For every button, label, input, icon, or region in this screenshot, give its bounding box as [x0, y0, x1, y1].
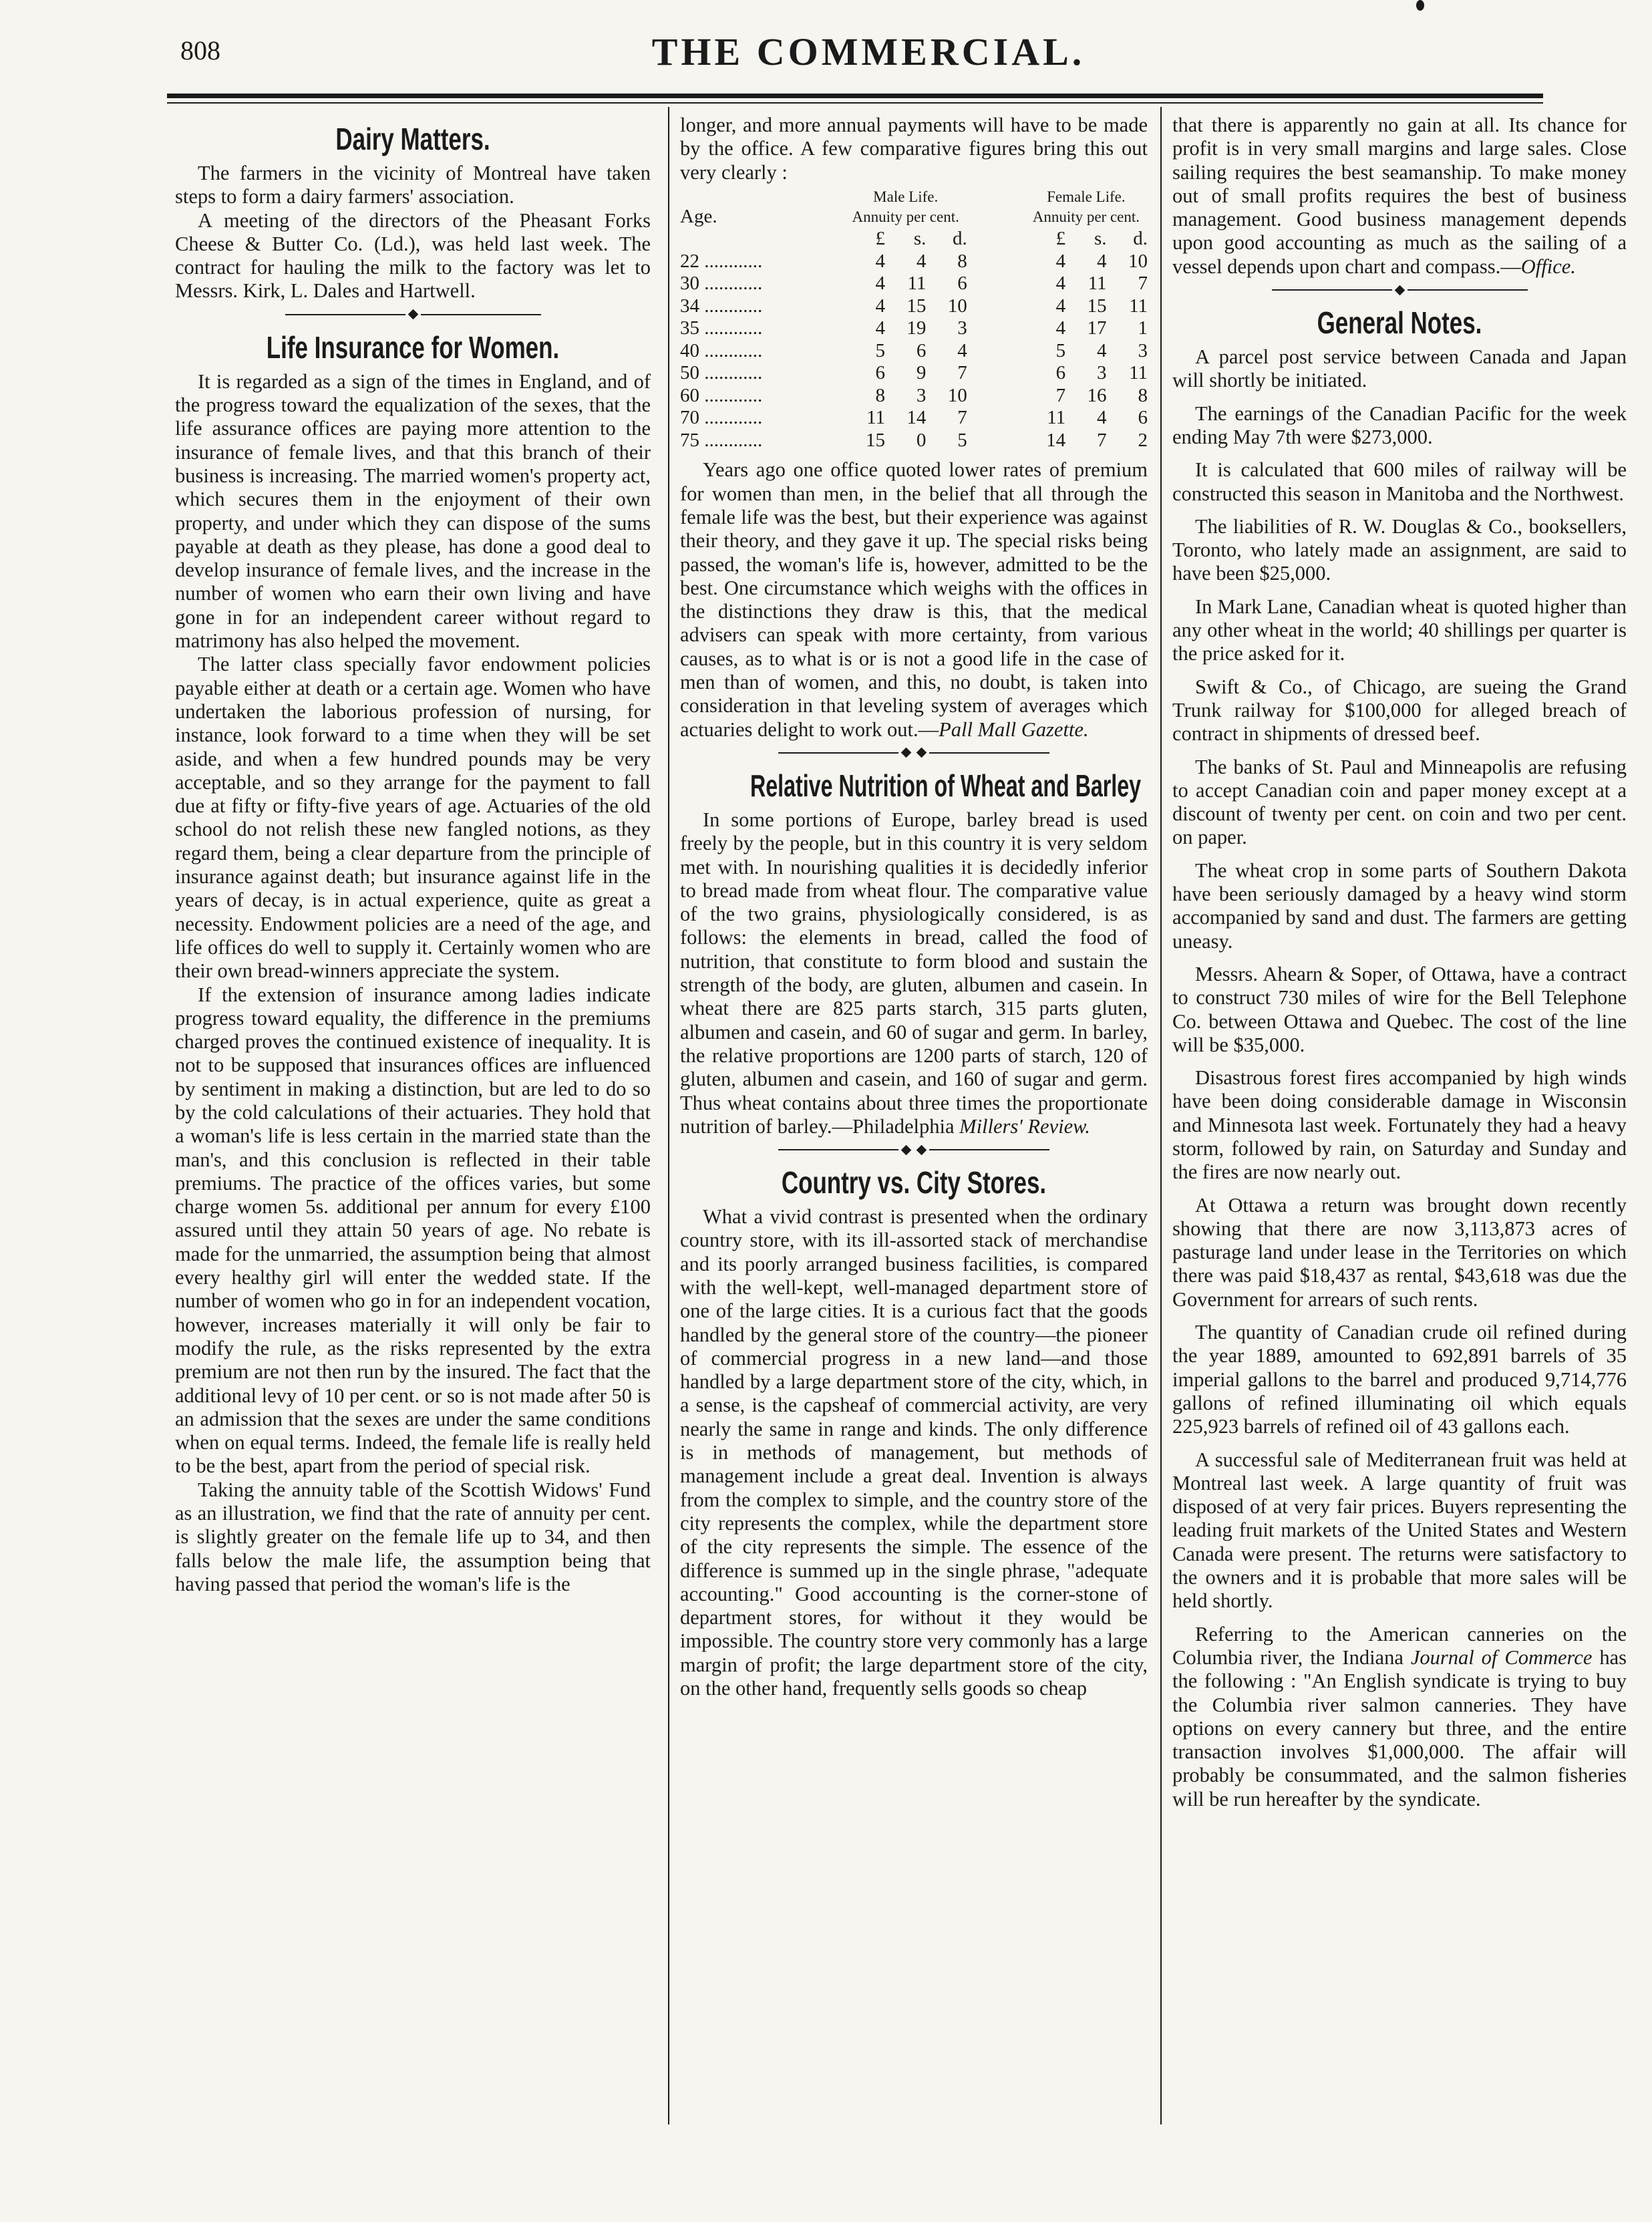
male-shillings: 19: [906, 317, 927, 339]
general-notes-title: General Notes.: [1317, 305, 1482, 341]
life-continued-paragraph: longer, and more annual payments will have to be made by the office. A few comparative figures bring this out very clearly :: [680, 114, 1148, 184]
male-shillings: 4: [916, 250, 927, 272]
female-shillings: 17: [1087, 317, 1107, 339]
male-annuity-subheader: Annuity per cent.: [852, 208, 959, 225]
section-divider: [175, 307, 651, 322]
page-number: 808: [180, 35, 220, 65]
age-cell: 60 ............: [680, 384, 763, 406]
male-shillings: 3: [916, 384, 927, 406]
female-shillings: 7: [1097, 429, 1107, 451]
column-3: [1172, 114, 1627, 2124]
stores-continued-paragraph: [1172, 114, 1627, 279]
female-shillings: 16: [1087, 384, 1107, 406]
female-pounds: 6: [1055, 362, 1066, 384]
male-shillings: 14: [906, 407, 927, 429]
male-pounds: 15: [866, 429, 885, 451]
age-cell: 50 ............: [680, 362, 763, 384]
unit-pound: £: [1055, 228, 1066, 250]
general-note-item: The quantity of Canadian crude oil refined during the year 1889, amounted to 692,891 barrels of 35 imperial gallons to the barrel and produced 9,714,776 gallons of refined illuminating oil which equals 225,923 barrels of refined oil of 43 gallons each.: [1172, 1321, 1627, 1438]
general-note-item: A successful sale of Mediterranean fruit was held at Montreal last week. A large quantity of fruit was disposed of at very fair prices. Buyers representing the leading fruit markets of the United States and Western Canada were present. The returns were satisfactory to the owners and it is probable that more sales will be held shortly.: [1172, 1448, 1627, 1613]
annuity-row: [680, 407, 1148, 430]
female-pence: 3: [1138, 339, 1148, 361]
age-cell: 40 ............: [680, 339, 763, 361]
nutrition-text: In some portions of Europe, barley bread is used freely by the people, but in this country it is very seldom met with. In nourishing qualities it is decidedly inferior to bread made from wheat flour. The comparative value of the two grains, physiologically considered, is as follows: the elements in bread, called the food of nutrition, that constitute to form blood and sustain the strength of the body, are gluten, albumen and casein. In wheat there are 825 parts starch, 315 parts gluten, albumen and casein, and 60 of sugar and germ. In barley, the relative proportions are 1200 parts of starch, 120 of gluten, albumen and casein, and 160 of sugar and germ. Thus wheat contains about three times the proportionate nutrition of barley.—Philadelphia: [680, 808, 1148, 1138]
millers-review-citation: Millers' Review.: [959, 1114, 1090, 1138]
annuity-row: [680, 295, 1148, 318]
general-note-item: Messrs. Ahearn & Soper, of Ottawa, have a contract to construct 730 miles of wire for the Bell Telephone Co. between Ottawa and Quebec. The cost of the line will be $35,000.: [1172, 962, 1627, 1056]
column-1: [175, 114, 651, 2124]
general-note-item: The earnings of the Canadian Pacific for the week ending May 7th were $273,000.: [1172, 402, 1627, 448]
age-cell: 35 ............: [680, 317, 763, 339]
male-pence: 10: [947, 384, 967, 406]
female-pounds: 5: [1055, 339, 1066, 361]
male-pence: 4: [957, 339, 967, 361]
column-rule-1: [668, 107, 669, 2124]
female-pounds: 4: [1055, 317, 1066, 339]
female-annuity-subheader: Annuity per cent.: [1032, 208, 1140, 225]
female-pence: 1: [1138, 317, 1148, 339]
general-note-item: In Mark Lane, Canadian wheat is quoted higher than any other wheat in the world; 40 shillings per quarter is the price asked for it.: [1172, 595, 1627, 665]
age-cell: 70 ............: [680, 407, 763, 429]
nutrition-title: Relative Nutrition of Wheat and Barley: [750, 768, 1142, 803]
male-shillings: 9: [916, 362, 927, 384]
header-rule-thick: [167, 94, 1543, 98]
stores-continued-text: that there is apparently no gain at all. Its chance for profit is in very small margins and large sales. Close sailing requires the best seamanship. To make money out of small profits requires the best of business management. Good business management depends upon good accounting as much as the sailing of a vessel depends upon chart and compass.—: [1172, 114, 1627, 278]
male-shillings: 11: [907, 273, 927, 295]
general-note-item: Disastrous forest fires accompanied by high winds have been doing considerable damage in Wisconsin and Minnesota last week. Fortunately they had a heavy storm, followed by rain, on Saturday and Sunday and the fires are now nearly out.: [1172, 1066, 1627, 1184]
section-divider: [680, 746, 1148, 760]
page-header: [180, 27, 1556, 94]
female-shillings: 3: [1097, 362, 1107, 384]
section-divider: [1172, 283, 1627, 297]
general-note-item: It is calculated that 600 miles of railway will be constructed this season in Manitoba and the Northwest.: [1172, 458, 1627, 505]
male-pence: 5: [957, 429, 967, 451]
female-pence: 10: [1128, 250, 1148, 272]
country-city-stores-title: Country vs. City Stores.: [781, 1165, 1047, 1201]
age-cell: 34 ............: [680, 295, 763, 317]
female-pounds: 14: [1046, 429, 1066, 451]
male-pence: 8: [957, 250, 967, 272]
annuity-row: [680, 273, 1148, 295]
unit-pence: d.: [953, 228, 967, 250]
nutrition-paragraph: [680, 808, 1148, 1138]
age-cell: 30 ............: [680, 273, 763, 295]
dairy-paragraph-2: A meeting of the directors of the Pheasant Forks Cheese & Butter Co. (Ld.), was held last week. The contract for hauling the milk to the factory was let to Messrs. Kirk, L. Dales and Hartwell.: [175, 208, 651, 303]
life-paragraph-3: If the extension of insurance among ladies indicate progress toward equality, the difference in the premiums charged proves the continued existence of inequality. It is not to be supposed that insurances offices are influenced by sentiment in making a distinction, but are led to do so by the cold calculations of their actuaries. They hold that a woman's life is less certain in the married state than the man's, and this conclusion is reflected in their table premiums. The practice of the offices varies, but some charge women 5s. additional per annum for every £100 assured until they attain 50 years of age. No rebate is made for the unmarried, the assumption being that almost every healthy girl will enter the wedded state. If the number of women who go in for an independent vocation, however, increases materially it will only be fair to modify the rule, as the risks represented by the extra premium are not then run by the insured. The fact that the additional levy of 10 per cent. or so is not made after 50 is an admission that the sexes are under the same conditions when on equal terms. Indeed, the female life is really held to be the best, apart from the period of special risk.: [175, 983, 651, 1478]
unit-shilling: s.: [1094, 228, 1107, 250]
life-paragraph-1: It is regarded as a sign of the times in England, and of the progress toward the equalization of the sexes, that the life assurance offices are paying more attention to the insurance of female lives, and that this branch of their business is increasing. The married women's property act, which secures them in the enjoyment of their own property, and under which they can dispose of the sums payable at death as they please, has done a good deal to develop insurance of female lives, and the increase in the number of women who earn their own living and have gone in for an independent career without regard to matrimony has also helped the movement.: [175, 369, 651, 653]
annuity-row: [680, 362, 1148, 385]
general-note-item: The liabilities of R. W. Douglas & Co., booksellers, Toronto, who lately made an assignment, are said to have been $25,000.: [1172, 514, 1627, 585]
dairy-matters-title: Dairy Matters.: [335, 122, 490, 156]
male-pounds: 4: [875, 273, 885, 295]
female-shillings: 4: [1097, 339, 1107, 361]
unit-pound: £: [875, 228, 885, 250]
annuity-table: [680, 188, 1148, 452]
female-life-header: Female Life.: [1047, 188, 1126, 205]
female-pence: 11: [1129, 295, 1148, 317]
male-pence: 6: [957, 273, 967, 295]
masthead: THE COMMERCIAL.: [651, 30, 1086, 73]
female-pence: 8: [1138, 384, 1148, 406]
male-shillings: 0: [916, 429, 927, 451]
female-shillings: 4: [1097, 407, 1107, 429]
general-note-item: Swift & Co., of Chicago, are sueing the Grand Trunk railway for $100,000 for alleged breach of contract in shipments of dressed beef.: [1172, 675, 1627, 746]
age-cell: 75 ............: [680, 429, 763, 451]
male-pounds: 4: [875, 317, 885, 339]
female-pounds: 7: [1055, 384, 1066, 406]
office-citation: Office.: [1520, 255, 1576, 278]
header-rule-thin: [167, 102, 1543, 104]
general-note-item: The banks of St. Paul and Minneapolis are refusing to accept Canadian coin and paper money except at a discount of twenty per cent. on coin and two per cent. on paper.: [1172, 755, 1627, 849]
dairy-paragraph-1: The farmers in the vicinity of Montreal have taken steps to form a dairy farmers' association.: [175, 162, 651, 208]
female-shillings: 15: [1087, 295, 1107, 317]
general-note-item: A parcel post service between Canada and Japan will shortly be initiated.: [1172, 345, 1627, 392]
pall-mall-citation: Pall Mall Gazette.: [939, 718, 1089, 741]
male-pence: 10: [947, 295, 967, 317]
age-header: Age.: [680, 205, 717, 227]
general-note-item: The wheat crop in some parts of Southern Dakota have been seriously damaged by a heavy wind storm accompanied by sand and dust. The farmers are getting uneasy.: [1172, 858, 1627, 953]
column-rule-2: [1160, 107, 1162, 2124]
general-notes-list: [1172, 345, 1627, 1613]
male-pounds: 11: [866, 407, 885, 429]
annuity-row: [680, 340, 1148, 363]
female-pounds: 4: [1055, 250, 1066, 272]
age-cell: 22 ............: [680, 250, 763, 272]
general-note-item: At Ottawa a return was brought down recently showing that there are now 3,113,873 acres of pasturage land under lease in the Territories on which there was paid $18,437 as rental, $43,618 was due the Government for arrears of such rents.: [1172, 1193, 1627, 1311]
male-pounds: 4: [875, 250, 885, 272]
female-pounds: 11: [1047, 407, 1066, 429]
female-pence: 6: [1138, 407, 1148, 429]
male-pounds: 4: [875, 295, 885, 317]
life-insurance-title: Life Insurance for Women.: [266, 329, 560, 365]
female-pence: 2: [1138, 429, 1148, 451]
male-pence: 7: [957, 407, 967, 429]
male-pounds: 5: [875, 339, 885, 361]
male-pounds: 6: [875, 362, 885, 384]
female-pence: 7: [1138, 273, 1148, 295]
male-pounds: 8: [875, 384, 885, 406]
annuity-row: [680, 385, 1148, 408]
canneries-text: Referring to the American canneries on the Columbia river, the Indiana: [1172, 1622, 1627, 1669]
canneries-text-rest: has the following : "An English syndicate is trying to buy the Columbia river salmon canneries. They have options on every cannery but three, and the entire transaction involves $1,000,000. The affair will probably be consummated, and the salmon fisheries will be run hereafter by the syndicate.: [1172, 1645, 1627, 1810]
male-shillings: 15: [906, 295, 927, 317]
column-2: [680, 114, 1148, 2124]
female-shillings: 11: [1088, 273, 1107, 295]
annuity-row: [680, 251, 1148, 273]
unit-pence: d.: [1133, 228, 1148, 250]
life-paragraph-4: Taking the annuity table of the Scottish Widows' Fund as an illustration, we find that the rate of annuity per cent. is slightly greater on the female life up to 34, and then falls below the male life, the assumption being that having passed that period the woman's life is the: [175, 1478, 651, 1595]
female-pounds: 4: [1055, 273, 1066, 295]
male-shillings: 6: [916, 339, 927, 361]
male-pence: 3: [957, 317, 967, 339]
female-shillings: 4: [1097, 250, 1107, 272]
male-life-header: Male Life.: [873, 188, 939, 205]
section-divider: [680, 1142, 1148, 1157]
canneries-paragraph: [1172, 1623, 1627, 1811]
life-paragraph-2: The latter class specially favor endowment policies payable either at death or a certain age. Women who have undertaken the laborious profession of nursing, for instance, look forward to a time when they will be set aside, and when a few hundred pounds may be very acceptable, and so they arrange for the payment to fall due at fifty or fifty-five years of age. Actuaries of the old school do not relish these new fangled notions, as they regard them, being a clear departure from the principle of insurance against death; but insurance against life in the years of decay, is in actual experience, quite as great a necessity. Endowment policies are a need of the age, and life offices do well to supply it. Certainly women who are their own bread-winners appreciate the system.: [175, 653, 651, 983]
female-pence: 11: [1129, 362, 1148, 384]
journal-of-commerce: Journal of Commerce: [1410, 1645, 1593, 1669]
annuity-row: [680, 430, 1148, 452]
stores-paragraph: What a vivid contrast is presented when the ordinary country store, with its ill-assorted stack of merchandise and its poorly arranged business facilities, is compared with the well-kept, well-managed department store of one of the large cities. It is a curious fact that the goods handled by the general store of the country—the pioneer of commercial progress in a new land—and those handled by a large department store of the city, which, in a sense, is the capsheaf of commercial activity, are very nearly the same in range and kinds. The only difference is in methods of management, but methods of management include a great deal. Invention is always from the complex to simple, and the country store of the city represents the complex, while the department store of the city represents the simple. The essence of the difference is summed up in the single phrase, "adequate accounting." Good accounting is the corner-stone of department stores, for without it they would be impossible. The country store very commonly has a large margin of profit; the large department store of the city, on the other hand, frequently sells goods so cheap: [680, 1205, 1148, 1700]
female-pounds: 4: [1055, 295, 1066, 317]
annuity-row: [680, 317, 1148, 340]
ink-speck: [1416, 0, 1424, 11]
life-closing-text: Years ago one office quoted lower rates of premium for women than men, in the belief that all through the female life was the best, but their experience was against their theory, and they gave it up. The special risks being passed, the woman's life is, however, admitted to be the best. One circumstance which weighs with the offices in the distinctions they draw is this, that the medical advisers can speak with more certainty, from various causes, as to what is or is not a good life in the case of men than of women, and this, no doubt, is taken into consideration in that leveling system of averages which actuaries delight to work out.—: [680, 458, 1148, 741]
unit-shilling: s.: [913, 228, 927, 250]
life-closing-paragraph: [680, 458, 1148, 742]
male-pence: 7: [957, 362, 967, 384]
